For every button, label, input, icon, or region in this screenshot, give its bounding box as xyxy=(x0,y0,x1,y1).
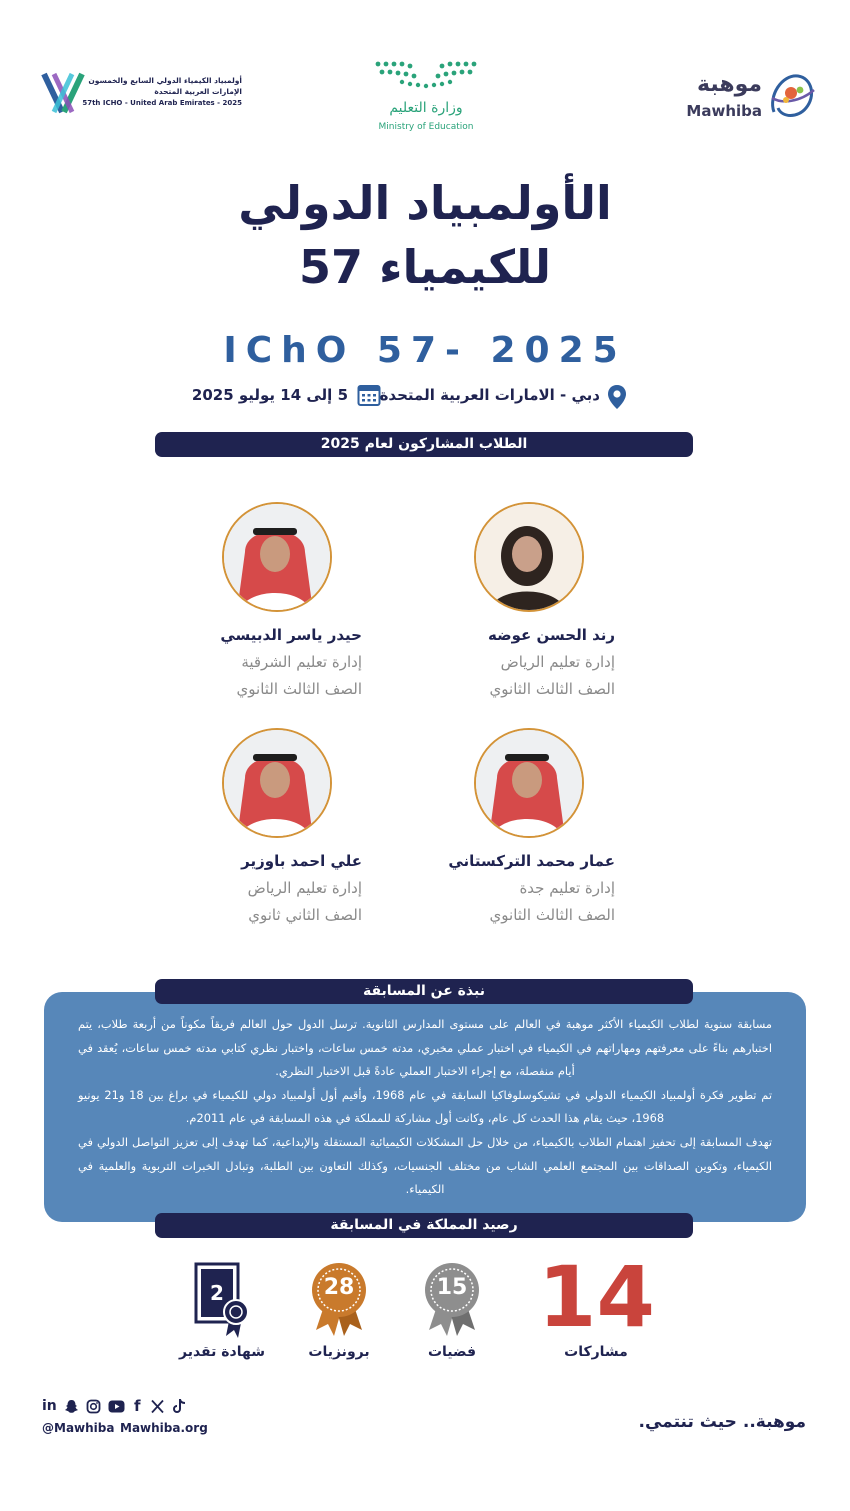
mawhiba-logo-ar: موهبة xyxy=(697,72,762,97)
icho-logo-ar-1: أولمبياد الكيمياء الدولي السابع والخمسون xyxy=(88,76,242,85)
icho-logo-ar-2: الإمارات العربية المتحدة xyxy=(154,87,242,96)
about-paragraph-1: مسابقة سنوية لطلاب الكيمياء الأكثر موهبة في العالم على مستوى المدارس الثانوية. ترسل الدول حول العالم فريقاً مكوناً من أربعة طلاب، يتم اختبارهم بناءً على معرفتهم ومهاراتهم في الكيمياء في اختبار عملي مخبري، مدته خمس ساعات، واختبار نظري كتابي مدته خمس ساعات، يُعقد في أيام منفصلة، مع إجراء الاختبار العملي عادةً قبل الاختبار النظري. xyxy=(78,1017,772,1079)
student-4-grade: الصف الثاني ثانوي xyxy=(248,906,362,924)
student-3-grade: الصف الثالث الثانوي xyxy=(489,906,615,924)
social-icons xyxy=(42,1398,202,1416)
facebook-icon[interactable]: f xyxy=(134,1397,141,1415)
honorable-count: 2 xyxy=(210,1281,224,1305)
moe-logo xyxy=(368,58,484,138)
page-title-line1: الأولمبياد الدولي xyxy=(238,176,612,230)
student-photo-1 xyxy=(474,502,584,612)
participations-label: مشاركات xyxy=(564,1344,628,1360)
linkedin-icon[interactable]: in xyxy=(42,1398,57,1414)
student-2-grade: الصف الثالث الثانوي xyxy=(236,680,362,698)
moe-logo-en: Ministry of Education xyxy=(378,122,474,132)
participations-count: 14 xyxy=(538,1248,655,1346)
about-section-header: نبذة عن المسابقة xyxy=(155,979,693,1004)
bronze-label: برونزيات xyxy=(308,1344,370,1360)
footer-slogan: موهبة.. حيث تنتمي. xyxy=(638,1412,806,1432)
event-dates: 5 إلى 14 يوليو 2025 xyxy=(191,386,348,404)
student-2-name: حيدر ياسر الدبيسي xyxy=(220,626,362,644)
moe-dots-icon xyxy=(372,58,480,92)
student-3-name: عمار محمد التركستاني xyxy=(448,852,615,870)
silver-count: 15 xyxy=(436,1275,468,1300)
student-2-region: إدارة تعليم الشرقية xyxy=(241,653,362,671)
student-photo-4 xyxy=(222,728,332,838)
student-1-grade: الصف الثالث الثانوي xyxy=(489,680,615,698)
student-photo-2 xyxy=(222,502,332,612)
about-paragraph-3: تهدف المسابقة إلى تحفيز اهتمام الطلاب بالكيمياء، من خلال حل المشكلات الكيميائية المستقلة والإبداعية، كما تهدف إلى تعزيز التواصل الدولي في الكيمياء، وتكوين الصداقات بين المجتمع العلمي الشاب من مختلف الجنسيات، وكذلك التعاون بين الطلبة، وتبادل الخبرات التربوية والعلمية في الكيمياء. xyxy=(78,1134,772,1197)
student-4-name: علي احمد باوزير xyxy=(241,852,362,870)
student-photo-3 xyxy=(474,728,584,838)
mawhiba-logo-en: Mawhiba xyxy=(686,102,762,120)
moe-logo-ar: وزارة التعليم xyxy=(389,100,463,116)
icho-emblem-icon xyxy=(40,72,86,114)
student-3-region: إدارة تعليم جدة xyxy=(519,879,615,897)
bronze-count: 28 xyxy=(323,1275,355,1300)
icho-code: IChO 57- 2025 xyxy=(223,330,627,371)
event-location: دبي - الامارات العربية المتحدة xyxy=(379,386,600,404)
mawhiba-emblem-icon xyxy=(764,66,820,126)
student-1-region: إدارة تعليم الرياض xyxy=(500,653,615,671)
mawhiba-logo xyxy=(682,66,822,130)
calendar-icon xyxy=(357,383,381,407)
silver-label: فضيات xyxy=(427,1344,476,1360)
icho-logo xyxy=(40,72,246,116)
icho-logo-en: 57th ICHO - United Arab Emirates - 2025 xyxy=(82,99,242,107)
about-text xyxy=(78,1013,772,1202)
instagram-icon[interactable] xyxy=(86,1399,101,1414)
x-icon[interactable] xyxy=(150,1399,165,1414)
snapchat-icon[interactable] xyxy=(64,1399,79,1414)
student-4-region: إدارة تعليم الرياض xyxy=(247,879,362,897)
students-section-header: الطلاب المشاركون لعام 2025 xyxy=(155,432,693,457)
student-1-name: رند الحسن عوضه xyxy=(488,626,615,644)
tiktok-icon[interactable] xyxy=(172,1398,186,1414)
footer-handle[interactable]: @Mawhiba xyxy=(42,1421,115,1435)
record-section-header: رصيد المملكة في المسابقة xyxy=(155,1213,693,1238)
youtube-icon[interactable] xyxy=(108,1400,125,1413)
footer-site[interactable]: Mawhiba.org xyxy=(120,1421,208,1435)
honorable-label: شهادة تقدير xyxy=(179,1344,265,1360)
about-paragraph-2: تم تطوير فكرة أولمبياد الكيمياء الدولي في تشيكوسلوفاكيا السابقة في عام 1968، وأقيم أول أولمبياد دولي للكيمياء في براغ بين 18 و21 يونيو 1968، حيث يقام هذا الحدث كل عام، وكانت أول مشاركة للمملكة في هذه المسابقة في عام 2011م. xyxy=(78,1087,772,1126)
page-title-line2: للكيمياء 57 xyxy=(298,240,551,294)
location-pin-icon xyxy=(607,384,627,410)
